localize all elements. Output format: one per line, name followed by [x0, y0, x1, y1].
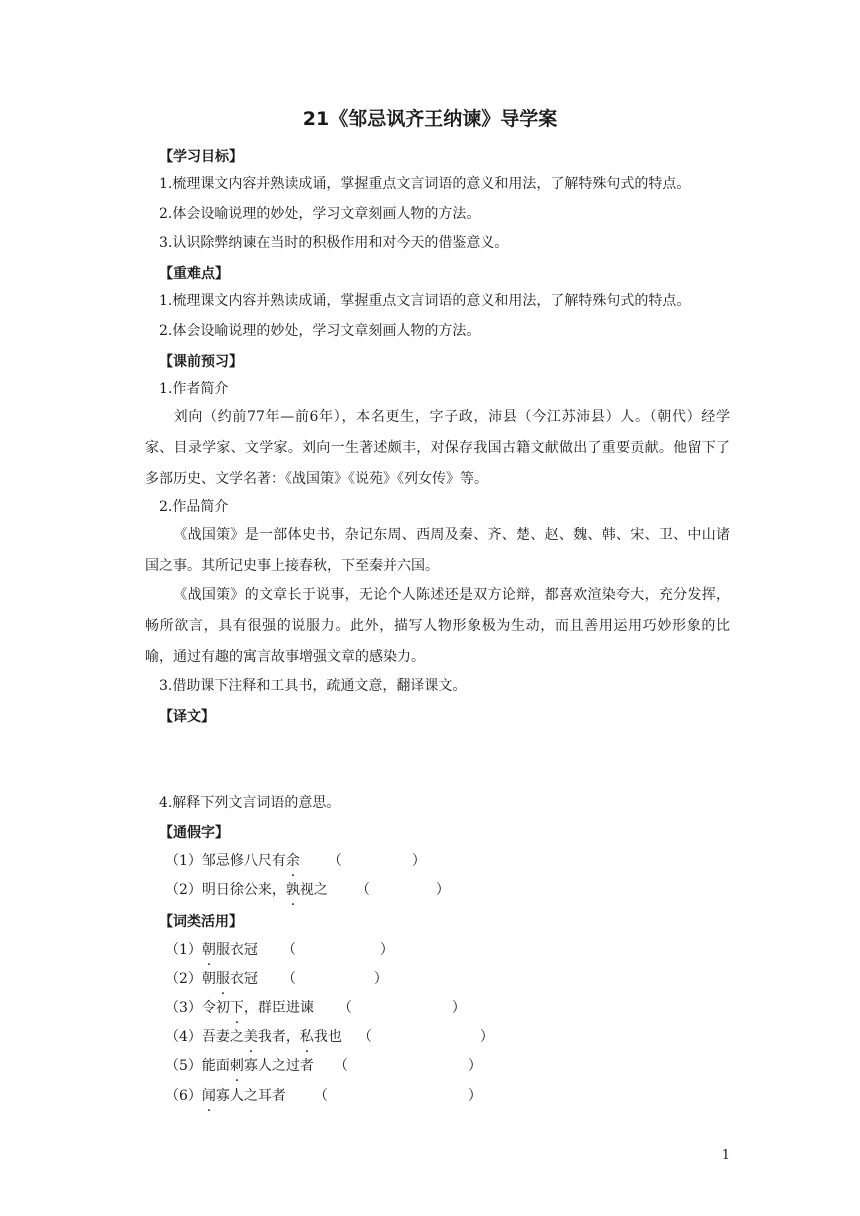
goal-item: 3.认识除弊纳谏在当时的积极作用和对今天的借鉴意义。 — [159, 235, 509, 251]
answer-blank-open[interactable]: （ — [355, 882, 370, 898]
key-points-heading: 【重难点】 — [159, 266, 229, 282]
exercise-item: （5）能面刺寡人之过者 （ ） — [165, 1058, 482, 1074]
page-title: 21《邹忌讽齐王纳谏》导学案 — [302, 108, 558, 130]
work-paragraph-1: 《战国策》是一部体史书，杂记东周、西周及秦、齐、楚、赵、魏、韩、宋、卫、中山诸国之事。其所记史事上接春秋，下至秦并六国。 — [145, 527, 730, 574]
goals-heading: 【学习目标】 — [159, 149, 243, 165]
translation-heading: 【译文】 — [159, 709, 215, 725]
work-paragraph-2: 《战国策》的文章长于说事，无论个人陈述还是双方论辩，都喜欢渲染夸大，充分发挥，畅所欲言，具有很强的说服力。此外，描写人物形象极为生动，而且善用运用巧妙形象的比喻，通过有趣的寓言故事增强文章的感染力。 — [145, 587, 730, 665]
key-point-item: 2.体会设喻说理的妙处，学习文章刻画人物的方法。 — [159, 323, 481, 339]
answer-blank-open[interactable]: （ — [281, 971, 296, 987]
exercise-item: （6）闻寡人之耳者 （ ） — [165, 1088, 482, 1104]
answer-blank-open[interactable]: （ — [327, 853, 342, 869]
answer-blank-open[interactable]: （ — [357, 1029, 372, 1045]
exercise-item: （1）邹忌修八尺有余 （ ） — [165, 853, 426, 869]
page-number: 1 — [721, 1148, 730, 1163]
translate-task: 3.借助课下注释和工具书，疏通文意，翻译课文。 — [159, 678, 467, 694]
goal-item: 2.体会设喻说理的妙处，学习文章刻画人物的方法。 — [159, 206, 481, 222]
answer-blank-open[interactable]: （ — [337, 1000, 352, 1016]
goal-item: 1.梳理课文内容并熟读成诵，掌握重点文言词语的意义和用法，了解特殊句式的特点。 — [159, 176, 691, 192]
author-heading: 1.作者简介 — [159, 381, 229, 397]
answer-blank-open[interactable]: （ — [333, 1058, 348, 1074]
preview-heading: 【课前预习】 — [159, 354, 243, 370]
work-heading: 2.作品简介 — [159, 499, 229, 515]
cilei-heading: 【词类活用】 — [159, 914, 243, 930]
tongjia-heading: 【通假字】 — [159, 825, 229, 841]
exercise-item: （4）吾妻之美我者，私我也 （ ） — [165, 1029, 494, 1045]
exercise-item: （1）朝服衣冠 （ ） — [165, 942, 394, 958]
explain-task: 4.解释下列文言词语的意思。 — [159, 795, 341, 811]
exercise-item: （2）朝服衣冠 （ ） — [165, 971, 388, 987]
author-paragraph: 刘向（约前77年—前6年），本名更生，字子政，沛县（今江苏沛县）人。（朝代）经学家、目录学家、文学家。刘向一生著述颇丰，对保存我国古籍文献做出了重要贡献。他留下了多部历史、文学名著：《战国策》《说苑》《列女传》等。 — [145, 409, 730, 487]
exercise-item: （3）令初下，群臣进谏 （ ） — [165, 1000, 466, 1016]
exercise-item: （2）明日徐公来，孰视之 （ ） — [165, 882, 450, 898]
key-point-item: 1.梳理课文内容并熟读成诵，掌握重点文言词语的意义和用法，了解特殊句式的特点。 — [159, 293, 691, 309]
answer-blank-open[interactable]: （ — [313, 1088, 328, 1104]
answer-blank-open[interactable]: （ — [281, 942, 296, 958]
